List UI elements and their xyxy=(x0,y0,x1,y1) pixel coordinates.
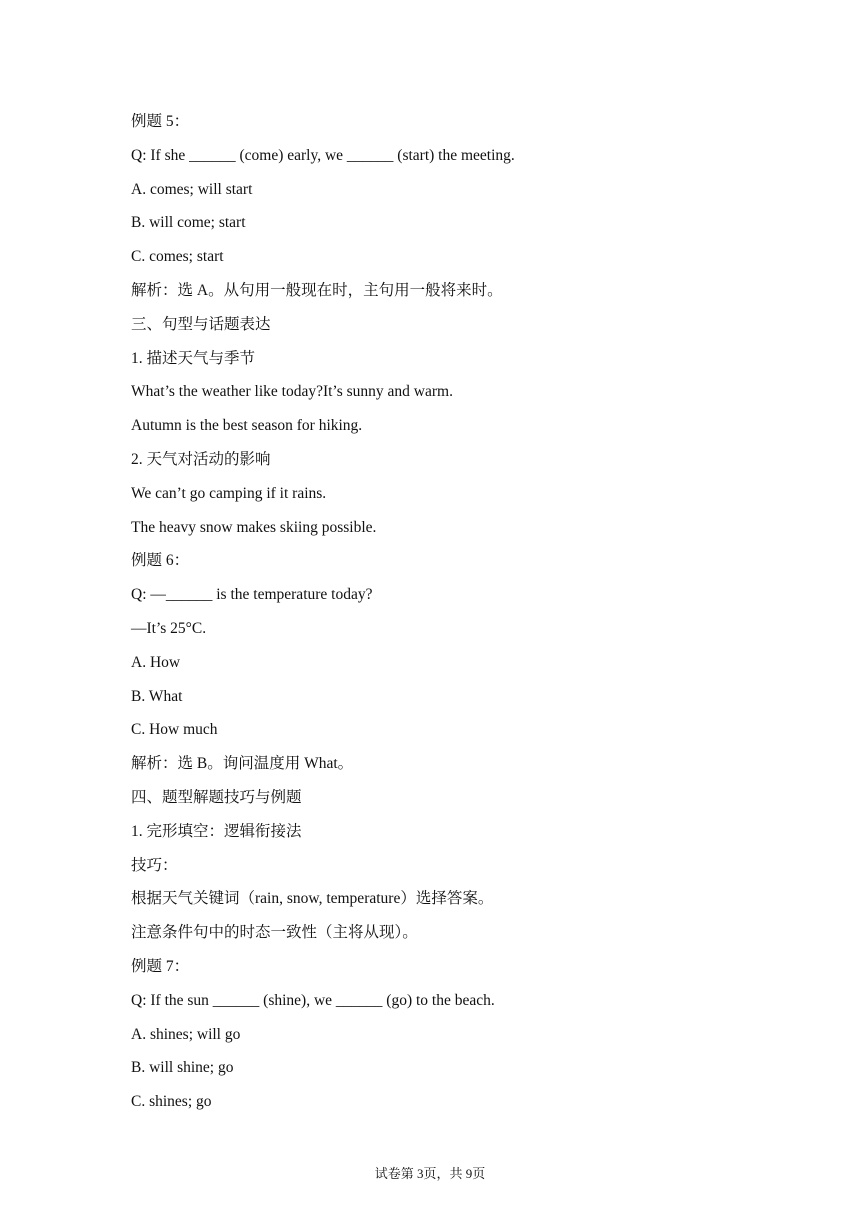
subsection-4-1-heading: 1. 完形填空：逻辑衔接法 xyxy=(131,822,302,840)
example-7-option-b: B. will shine; go xyxy=(131,1059,234,1077)
example-5-analysis: 解析：选 A。从句用一般现在时，主句用一般将来时。 xyxy=(131,281,503,299)
example-6-option-c: C. How much xyxy=(131,721,218,739)
subsection-3-1-heading: 1. 描述天气与季节 xyxy=(131,349,256,367)
example-6-option-b: B. What xyxy=(131,687,183,705)
example-5-question: Q: If she ______ (come) early, we ______ (start) the meeting. xyxy=(131,146,515,164)
section-3-heading: 三、句型与话题表达 xyxy=(131,315,271,333)
sentence-camping-rain: We can’t go camping if it rains. xyxy=(131,484,327,502)
example-7-option-a: A. shines; will go xyxy=(131,1025,241,1043)
example-7-heading: 例题 7： xyxy=(131,957,190,975)
example-5-option-c: C. comes; start xyxy=(131,248,224,266)
tip-keywords: 根据天气关键词（rain, snow, temperature）选择答案。 xyxy=(131,890,494,908)
tips-label: 技巧： xyxy=(131,856,178,874)
sentence-snow-skiing: The heavy snow makes skiing possible. xyxy=(131,518,377,536)
example-6-analysis: 解析：选 B。询问温度用 What。 xyxy=(131,755,354,773)
example-6-heading: 例题 6： xyxy=(131,552,190,570)
page-content xyxy=(131,110,771,1124)
example-6-question: Q: —______ is the temperature today? xyxy=(131,586,373,604)
example-7-option-c: C. shines; go xyxy=(131,1093,212,1111)
example-6-answer-line: —It’s 25°C. xyxy=(131,619,207,637)
example-5-heading: 例题 5： xyxy=(131,113,190,130)
example-5-option-b: B. will come; start xyxy=(131,214,246,232)
example-5-option-a: A. comes; will start xyxy=(131,180,253,198)
subsection-3-2-heading: 2. 天气对活动的影响 xyxy=(131,450,271,468)
tip-tense-consistency: 注意条件句中的时态一致性（主将从现）。 xyxy=(131,924,418,942)
sentence-autumn-hiking: Autumn is the best season for hiking. xyxy=(131,417,363,435)
sentence-weather-today: What’s the weather like today?It’s sunny and warm. xyxy=(131,383,453,401)
example-7-question: Q: If the sun ______ (shine), we ______ (go) to the beach. xyxy=(131,991,495,1009)
section-4-heading: 四、题型解题技巧与例题 xyxy=(131,788,302,806)
example-6-option-a: A. How xyxy=(131,653,181,671)
page-footer: 试卷第 3页，共 9页 xyxy=(374,1166,486,1181)
